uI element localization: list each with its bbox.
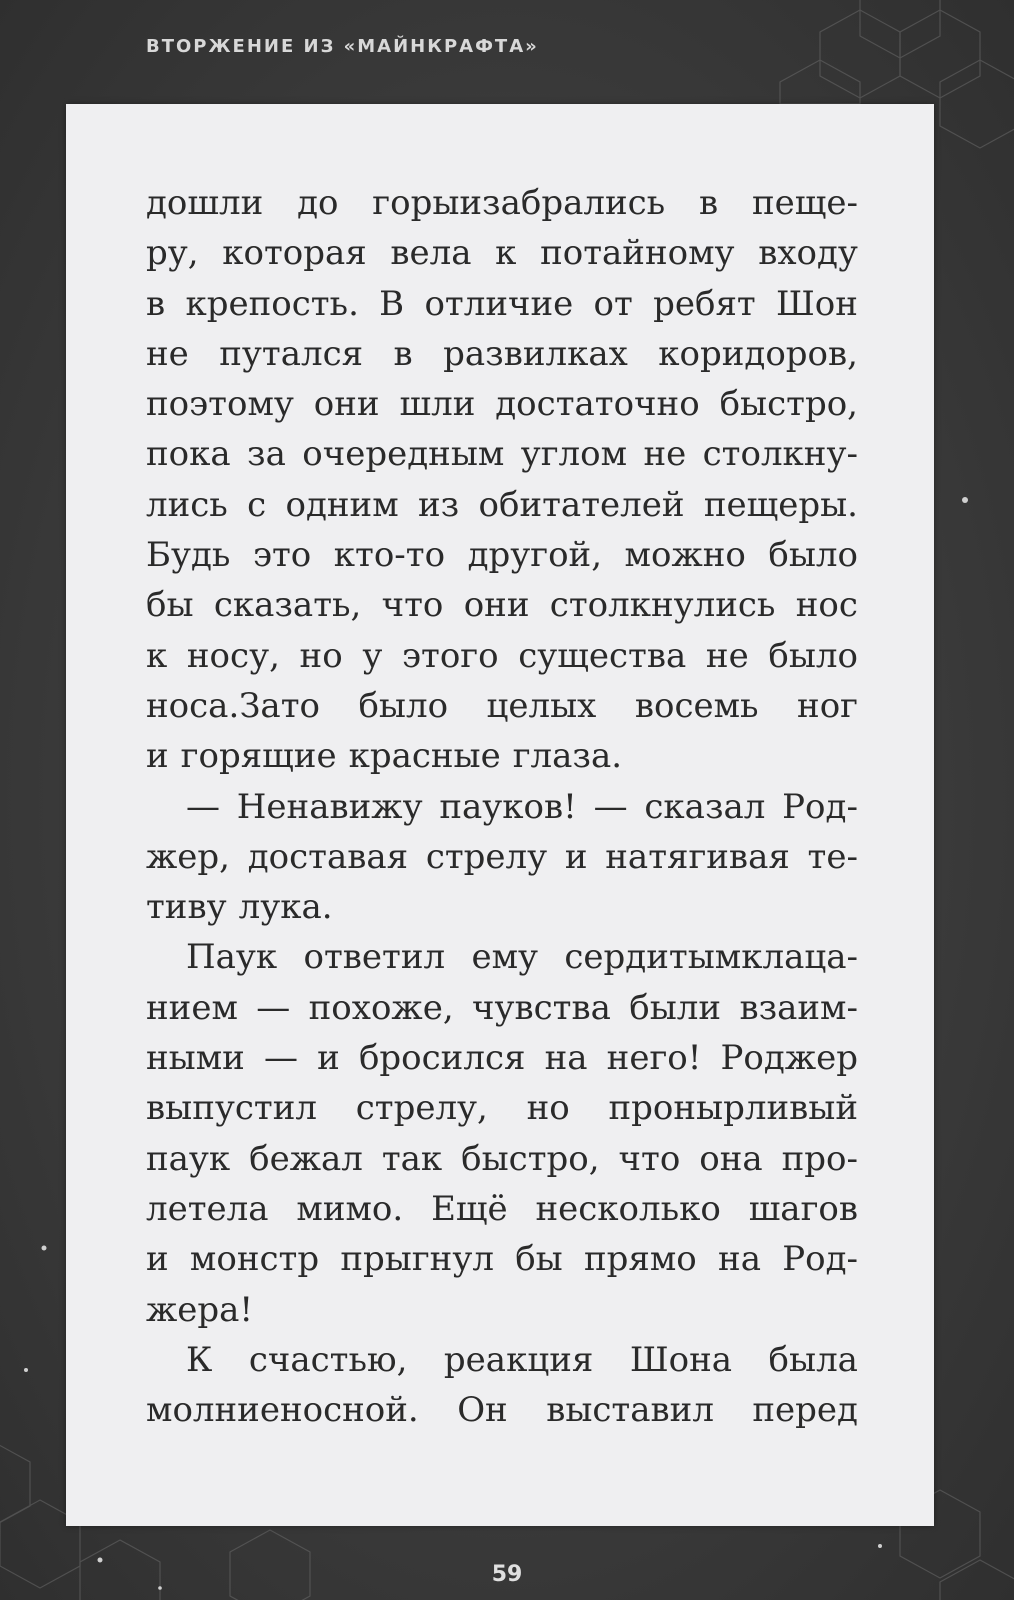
page-number: 59	[491, 1562, 523, 1587]
text-line	[146, 1033, 858, 1083]
word: носа.Зато	[146, 685, 320, 726]
word: восемь	[634, 685, 759, 726]
text-line	[146, 1083, 858, 1133]
word: Ещё	[431, 1188, 508, 1229]
word: к	[495, 233, 517, 274]
word: развилках	[443, 333, 628, 374]
text-line	[146, 178, 858, 228]
word: быстро,	[719, 384, 858, 425]
word: были	[629, 987, 722, 1028]
word: перед	[752, 1390, 858, 1431]
word: на	[718, 1239, 761, 1280]
word: в	[393, 333, 413, 374]
text-line	[146, 983, 858, 1033]
word: не	[146, 333, 189, 374]
word: чувства	[472, 987, 611, 1028]
word: Шона	[629, 1339, 733, 1380]
word: из	[417, 484, 460, 525]
word: это	[252, 535, 312, 576]
word: —	[263, 1038, 298, 1079]
text-line	[146, 480, 858, 530]
word: столкнулись	[549, 585, 776, 626]
word: крепость.	[185, 283, 359, 324]
word: паук	[146, 1138, 231, 1179]
word: достаточно	[495, 384, 700, 425]
word: пока	[146, 434, 231, 475]
word: молниеносной.	[146, 1390, 419, 1431]
text-line	[146, 279, 858, 329]
word: носу,	[186, 635, 280, 676]
word: так	[381, 1138, 443, 1179]
word: него!	[606, 1038, 702, 1079]
word: жера!	[146, 1289, 254, 1330]
text-line	[146, 1385, 858, 1435]
word: до	[297, 183, 339, 223]
word: нос	[795, 585, 858, 626]
word: летела	[146, 1188, 269, 1229]
text-line	[146, 1134, 858, 1184]
running-head: ВТОРЖЕНИЕ ИЗ «МАЙНКРАФТА»	[146, 36, 539, 57]
word: пещеры.	[703, 484, 858, 525]
word: сказал	[644, 786, 766, 827]
text-line	[146, 228, 858, 278]
word: но	[299, 635, 343, 676]
text-line	[146, 932, 858, 982]
word: сказать,	[213, 585, 362, 626]
text-line	[146, 379, 858, 429]
word: у	[362, 635, 383, 676]
word: быстро,	[461, 1138, 600, 1179]
word: и	[317, 1038, 340, 1079]
word: прямо	[583, 1239, 697, 1280]
word: В	[379, 283, 405, 324]
word: реакция	[443, 1339, 594, 1380]
word: —	[593, 786, 628, 827]
word: они	[463, 585, 530, 626]
word: Роджер	[720, 1038, 858, 1079]
word: ными	[146, 1038, 245, 1079]
word: пеще-	[751, 183, 858, 223]
word: и	[146, 736, 169, 777]
word: она	[699, 1138, 763, 1179]
word: за	[247, 434, 286, 475]
word: к	[146, 635, 168, 676]
word: пауков!	[439, 786, 577, 827]
word: было	[768, 635, 858, 676]
word: Род-	[782, 1239, 858, 1280]
word: было	[768, 535, 858, 576]
word: не	[705, 635, 749, 676]
word: лись	[146, 484, 228, 525]
word: существа	[518, 635, 687, 676]
word: глаза.	[512, 736, 623, 777]
word: прыгнул	[340, 1239, 494, 1280]
word: шли	[399, 384, 476, 425]
text-line	[146, 1234, 858, 1284]
word: лука.	[238, 887, 333, 928]
word: монстр	[189, 1239, 320, 1280]
word: ребят	[653, 283, 756, 324]
word: тиву	[146, 887, 227, 928]
word: ему	[471, 937, 539, 978]
word: бы	[146, 585, 194, 626]
word: путался	[219, 333, 364, 374]
word: Ненавижу	[236, 786, 423, 827]
word: мимо.	[296, 1188, 404, 1229]
word: Он	[457, 1390, 508, 1431]
word: кто-то	[333, 535, 446, 576]
word: Паук	[186, 937, 278, 978]
word: К	[186, 1339, 213, 1380]
word: те-	[807, 836, 858, 877]
word: они	[313, 384, 380, 425]
text-line	[146, 1285, 858, 1335]
word: сердитымклаца-	[564, 937, 858, 978]
text-line	[146, 1335, 858, 1385]
word: на	[544, 1038, 588, 1079]
word: можно	[624, 535, 746, 576]
word: жер,	[146, 836, 230, 877]
word: горыизабрались	[372, 183, 666, 223]
word: натягивая	[605, 836, 790, 877]
word: —	[256, 987, 291, 1028]
word: другой,	[467, 535, 603, 576]
word: стрелу	[425, 836, 548, 877]
text-line	[146, 580, 858, 630]
word: что	[381, 585, 444, 626]
word: доставая	[247, 836, 409, 877]
word: взаим-	[739, 987, 858, 1028]
word: одним	[285, 484, 399, 525]
text-line	[146, 681, 858, 731]
word: красные	[348, 736, 501, 777]
word: несколько	[535, 1188, 721, 1229]
word: вела	[390, 233, 472, 274]
word: бежал	[249, 1138, 363, 1179]
word: коридоров,	[658, 333, 858, 374]
word: бы	[515, 1239, 563, 1280]
word: пронырливый	[608, 1088, 858, 1129]
word: поэтому	[146, 384, 294, 425]
text-panel	[66, 104, 934, 1526]
text-line	[146, 782, 858, 832]
word: что	[618, 1138, 681, 1179]
word: было	[358, 685, 449, 726]
text-line	[146, 731, 858, 781]
text-line	[146, 882, 858, 932]
word: дошли	[146, 183, 264, 223]
text-line	[146, 429, 858, 479]
word: входу	[758, 233, 858, 274]
text-line	[146, 631, 858, 681]
word: Род-	[782, 786, 858, 827]
word: выставил	[546, 1390, 714, 1431]
word: от	[593, 283, 633, 324]
word: и	[146, 1239, 169, 1280]
word: счастью,	[248, 1339, 408, 1380]
word: очередным	[302, 434, 505, 475]
word: —	[186, 786, 220, 827]
word: выпустил	[146, 1088, 317, 1129]
word: Шон	[776, 283, 858, 324]
word: обитателей	[478, 484, 685, 525]
word: углом	[520, 434, 628, 475]
text-line	[146, 832, 858, 882]
word: Будь	[146, 535, 231, 576]
word: ру,	[146, 233, 199, 274]
word: горящие	[180, 736, 337, 777]
word: столкну-	[702, 434, 858, 475]
word: отличие	[424, 283, 574, 324]
text-line	[146, 329, 858, 379]
word: в	[146, 283, 166, 324]
word: и	[564, 836, 588, 877]
word: похоже,	[308, 987, 454, 1028]
word: этого	[401, 635, 499, 676]
word: которая	[222, 233, 367, 274]
word: не	[643, 434, 687, 475]
body-text	[146, 178, 858, 1435]
text-line	[146, 530, 858, 580]
word: ответил	[303, 937, 446, 978]
word: но	[526, 1088, 570, 1129]
word: целых	[486, 685, 597, 726]
word: нием	[146, 987, 238, 1028]
word: в	[698, 183, 719, 223]
word: шагов	[748, 1188, 858, 1229]
word: была	[768, 1339, 858, 1380]
word: стрелу,	[355, 1088, 488, 1129]
word: про-	[781, 1138, 858, 1179]
word: бросился	[358, 1038, 526, 1079]
word: потайному	[540, 233, 735, 274]
text-line	[146, 1184, 858, 1234]
word: с	[247, 484, 267, 525]
word: ног	[797, 685, 858, 726]
